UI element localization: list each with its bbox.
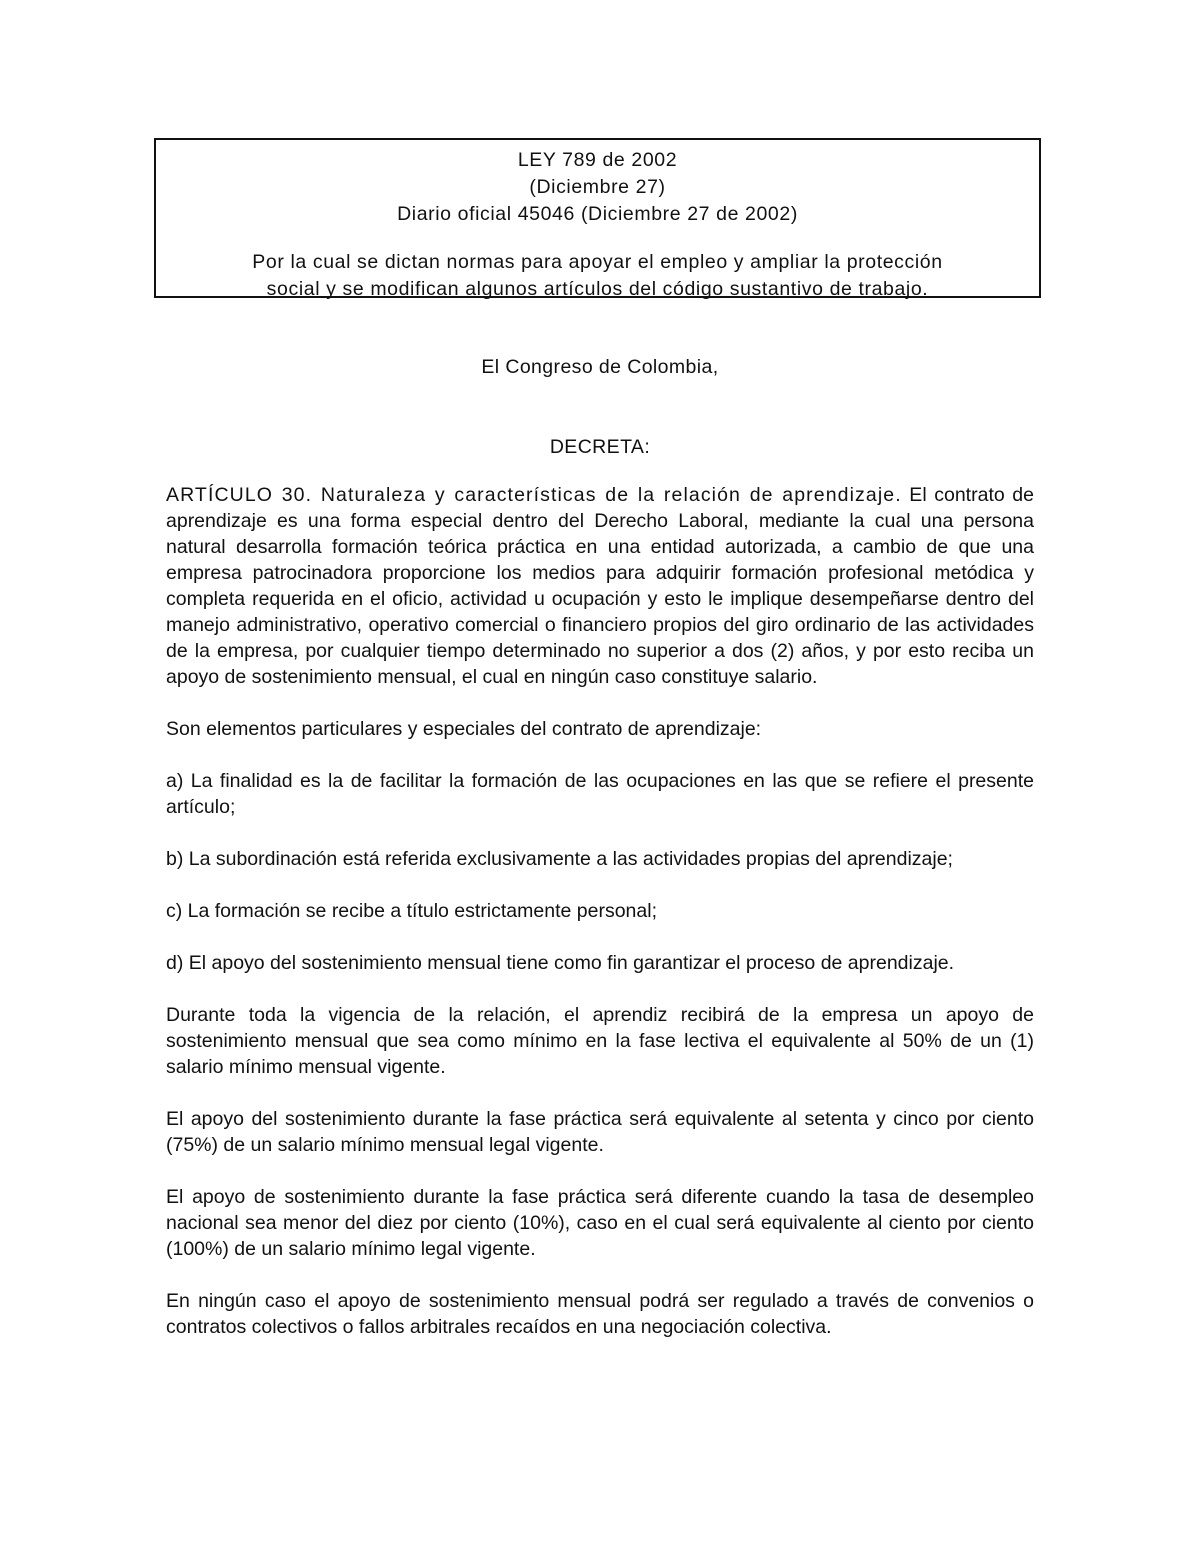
congreso-line: El Congreso de Colombia, [481,356,719,378]
law-header-box [154,138,1041,298]
article-body: El contrato de aprendizaje es una forma especial dentro del Derecho Laboral, mediante la cual una persona natural desarrolla formación teórica práctica en una entidad autorizada, a cambio de que una empresa patrocinadora proporcione los medios para adquirir formación profesional metódica y completa requerida en el oficio, actividad u ocupación y esto le implique desempeñarse dentro del manejo administrativo, operativo comercial o financiero propios del giro ordinario de las actividades de la empresa, por cualquier tiempo determinado no superior a dos (2) años, y por esto reciba un apoyo de sostenimiento mensual, el cual en ningún caso constituye salario. [166,484,1034,688]
law-date: (Diciembre 27) [529,176,666,198]
list-item-c: c) La formación se recibe a título estrictamente personal; [166,900,657,922]
paragraph-desempleo: El apoyo de sostenimiento durante la fase práctica será diferente cuando la tasa de desempleo nacional sea menor del diez por ciento (10%), caso en el cual será equivalente al ciento por ciento (100%) de un salario mínimo legal vigente. [166,1186,1034,1260]
law-summary-line-1: Por la cual se dictan normas para apoyar el empleo y ampliar la protección [252,251,943,273]
law-summary-line-2: social y se modifican algunos artículos del código sustantivo de trabajo. [266,278,929,300]
paragraph-fase-practica: El apoyo del sostenimiento durante la fase práctica será equivalente al setenta y cinco por ciento (75%) de un salario mínimo mensual legal vigente. [166,1108,1034,1156]
diario-oficial: Diario oficial 45046 (Diciembre 27 de 2002) [397,203,798,225]
list-item-d: d) El apoyo del sostenimiento mensual tiene como fin garantizar el proceso de aprendizaje. [166,952,955,974]
decreta-line: DECRETA: [549,436,651,458]
paragraph-convenios: En ningún caso el apoyo de sostenimiento mensual podrá ser regulado a través de convenios o contratos colectivos o fallos arbitrales recaídos en una negociación colectiva. [166,1290,1034,1338]
law-title: LEY 789 de 2002 [517,149,678,171]
article-30-paragraph [166,482,1034,690]
document-body [166,482,1034,1366]
header-spacer [156,228,1039,249]
article-heading: ARTÍCULO 30. Naturaleza y características de la relación de aprendizaje. [166,484,902,506]
paragraph-vigencia: Durante toda la vigencia de la relación, el aprendiz recibirá de la empresa un apoyo de sostenimiento mensual que sea como mínimo en la fase lectiva el equivalente al 50% de un (1) salario mínimo mensual vigente. [166,1004,1034,1078]
list-item-b: b) La subordinación está referida exclusivamente a las actividades propias del aprendizaje; [166,848,953,870]
list-item-a: a) La finalidad es la de facilitar la formación de las ocupaciones en las que se refiere el presente artículo; [166,770,1034,818]
elements-intro: Son elementos particulares y especiales del contrato de aprendizaje: [166,718,762,740]
